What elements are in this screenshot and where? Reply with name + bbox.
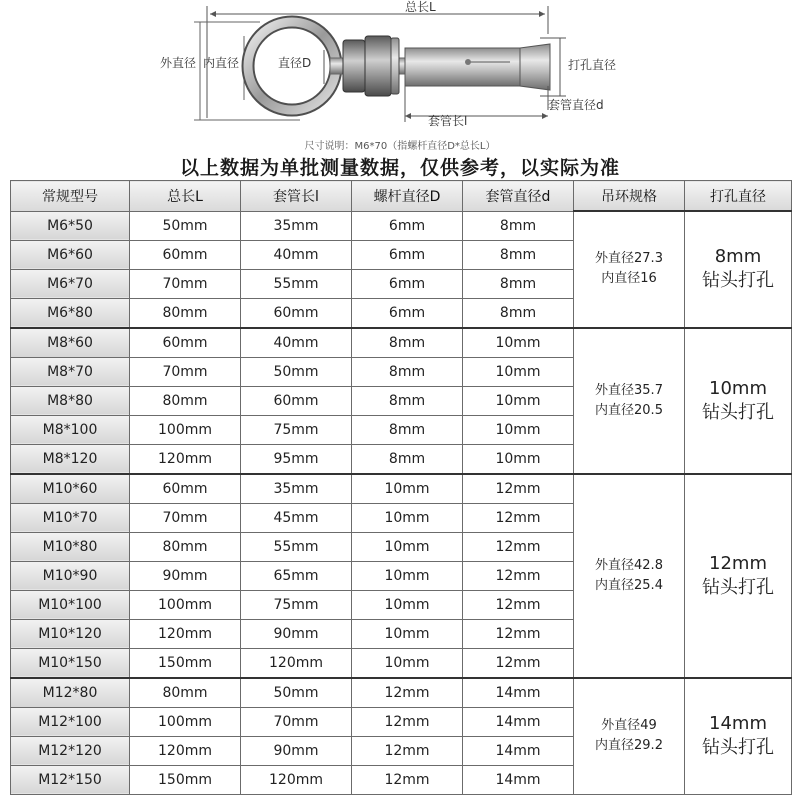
- cell-rod-diameter: 12mm: [352, 765, 463, 794]
- cell-rod-diameter: 10mm: [352, 532, 463, 561]
- cell-sleeve-length: 45mm: [241, 503, 352, 532]
- cell-rod-diameter: 8mm: [352, 415, 463, 444]
- cell-total-length: 150mm: [130, 765, 241, 794]
- cell-sleeve-length: 35mm: [241, 211, 352, 240]
- drill-diameter-cell: [685, 211, 792, 328]
- sleeve-length-label: 套管长l: [428, 114, 468, 128]
- cell-sleeve-length: 40mm: [241, 328, 352, 358]
- spec-table-body: [11, 211, 792, 794]
- cell-total-length: 50mm: [130, 211, 241, 240]
- cell-model: M8*70: [11, 357, 130, 386]
- drill-size: 10mm: [709, 377, 767, 399]
- cell-total-length: 100mm: [130, 590, 241, 619]
- cell-sleeve-diameter: 12mm: [463, 619, 574, 648]
- cell-model: M6*80: [11, 298, 130, 328]
- drill-size: 12mm: [709, 552, 767, 574]
- cell-rod-diameter: 10mm: [352, 619, 463, 648]
- ring-spec-cell: [574, 474, 685, 678]
- cell-sleeve-length: 65mm: [241, 561, 352, 590]
- inner-diameter-label: 内直径: [203, 56, 240, 70]
- cell-sleeve-diameter: 8mm: [463, 211, 574, 240]
- cell-total-length: 70mm: [130, 269, 241, 298]
- cell-model: M8*80: [11, 386, 130, 415]
- eye-bolt-drawing: [0, 0, 800, 150]
- cell-sleeve-length: 70mm: [241, 707, 352, 736]
- cell-total-length: 60mm: [130, 328, 241, 358]
- drill-method: 钻头打孔: [702, 576, 774, 598]
- cell-rod-diameter: 8mm: [352, 328, 463, 358]
- cell-sleeve-diameter: 12mm: [463, 561, 574, 590]
- cell-model: M6*50: [11, 211, 130, 240]
- cell-sleeve-diameter: 10mm: [463, 415, 574, 444]
- cell-total-length: 100mm: [130, 415, 241, 444]
- cell-model: M10*120: [11, 619, 130, 648]
- cell-total-length: 70mm: [130, 503, 241, 532]
- dimension-caption: 尺寸说明：M6*70（指螺杆直径D*总长L）: [304, 141, 496, 152]
- sleeve-diameter-label: 套管直径d: [548, 98, 604, 112]
- cell-total-length: 150mm: [130, 648, 241, 678]
- table-row: [11, 328, 792, 358]
- cell-model: M6*60: [11, 240, 130, 269]
- nut-assembly: [343, 36, 399, 96]
- cell-sleeve-diameter: 8mm: [463, 240, 574, 269]
- cell-rod-diameter: 12mm: [352, 707, 463, 736]
- cell-sleeve-length: 120mm: [241, 648, 352, 678]
- ring-outer-diameter: 外直径49: [601, 718, 657, 733]
- drill-size: 8mm: [714, 246, 762, 268]
- ring-inner-diameter: 内直径20.5: [595, 402, 663, 418]
- disclaimer-headline: 以上数据为单批测量数据，仅供参考，以实际为准: [179, 157, 620, 179]
- col-header-rod-diameter: 螺杆直径D: [352, 181, 463, 212]
- col-header-sleeve-length: 套管长l: [241, 181, 352, 212]
- col-header-total-length: 总长L: [130, 181, 241, 212]
- cell-rod-diameter: 8mm: [352, 386, 463, 415]
- cell-sleeve-length: 75mm: [241, 590, 352, 619]
- cell-model: M8*120: [11, 444, 130, 474]
- drill-method: 钻头打孔: [702, 270, 774, 292]
- cell-rod-diameter: 6mm: [352, 211, 463, 240]
- table-row: [11, 474, 792, 504]
- cell-total-length: 80mm: [130, 386, 241, 415]
- drill-size: 14mm: [709, 713, 767, 734]
- cell-rod-diameter: 8mm: [352, 444, 463, 474]
- cell-sleeve-length: 50mm: [241, 678, 352, 708]
- cell-sleeve-length: 90mm: [241, 619, 352, 648]
- ring-outer-diameter: 外直径35.7: [595, 382, 663, 398]
- cell-sleeve-diameter: 10mm: [463, 444, 574, 474]
- col-header-ring-spec: 吊环规格: [574, 181, 685, 212]
- ring-inner-diameter: 内直径29.2: [595, 738, 663, 753]
- cell-model: M10*80: [11, 532, 130, 561]
- cell-sleeve-length: 75mm: [241, 415, 352, 444]
- cell-rod-diameter: 8mm: [352, 357, 463, 386]
- drill-diameter-cell: [685, 678, 792, 795]
- cell-rod-diameter: 10mm: [352, 590, 463, 619]
- cell-total-length: 80mm: [130, 532, 241, 561]
- cell-sleeve-diameter: 10mm: [463, 357, 574, 386]
- cell-rod-diameter: 12mm: [352, 736, 463, 765]
- cell-sleeve-diameter: 12mm: [463, 648, 574, 678]
- cell-model: M8*60: [11, 328, 130, 358]
- cell-sleeve-length: 60mm: [241, 298, 352, 328]
- cell-sleeve-diameter: 14mm: [463, 765, 574, 794]
- cell-total-length: 90mm: [130, 561, 241, 590]
- cell-sleeve-diameter: 10mm: [463, 328, 574, 358]
- cell-sleeve-diameter: 10mm: [463, 386, 574, 415]
- ring-spec-cell: [574, 328, 685, 474]
- eye-bolt-diagram: [0, 0, 800, 150]
- cell-model: M6*70: [11, 269, 130, 298]
- expansion-sleeve: [405, 44, 550, 90]
- drill-method: 钻头打孔: [702, 737, 774, 758]
- cell-sleeve-diameter: 12mm: [463, 590, 574, 619]
- cell-rod-diameter: 12mm: [352, 678, 463, 708]
- cell-sleeve-diameter: 14mm: [463, 736, 574, 765]
- cell-model: M10*90: [11, 561, 130, 590]
- cell-model: M10*70: [11, 503, 130, 532]
- cell-rod-diameter: 6mm: [352, 240, 463, 269]
- ring-outer-diameter: 外直径27.3: [595, 251, 663, 267]
- cell-rod-diameter: 10mm: [352, 648, 463, 678]
- cell-sleeve-length: 55mm: [241, 269, 352, 298]
- cell-sleeve-length: 60mm: [241, 386, 352, 415]
- cell-sleeve-length: 120mm: [241, 765, 352, 794]
- rod-diameter-label: 直径D: [278, 56, 312, 70]
- cell-total-length: 120mm: [130, 619, 241, 648]
- drill-method: 钻头打孔: [702, 401, 774, 423]
- cell-total-length: 70mm: [130, 357, 241, 386]
- col-header-drill-diameter: 打孔直径: [685, 181, 792, 212]
- ring-inner-diameter: 内直径16: [601, 271, 657, 287]
- cell-total-length: 120mm: [130, 736, 241, 765]
- cell-total-length: 80mm: [130, 678, 241, 708]
- cell-rod-diameter: 10mm: [352, 561, 463, 590]
- cell-rod-diameter: 6mm: [352, 269, 463, 298]
- cell-model: M12*80: [11, 678, 130, 708]
- table-row: [11, 211, 792, 240]
- cell-total-length: 60mm: [130, 240, 241, 269]
- cell-model: M10*150: [11, 648, 130, 678]
- cell-model: M8*100: [11, 415, 130, 444]
- cell-sleeve-diameter: 8mm: [463, 298, 574, 328]
- cell-rod-diameter: 6mm: [352, 298, 463, 328]
- cell-total-length: 100mm: [130, 707, 241, 736]
- cell-sleeve-diameter: 14mm: [463, 678, 574, 708]
- drill-diameter-cell: [685, 328, 792, 474]
- ring-spec-cell: [574, 678, 685, 795]
- col-header-model: 常规型号: [11, 181, 130, 212]
- cell-sleeve-length: 55mm: [241, 532, 352, 561]
- cell-sleeve-length: 90mm: [241, 736, 352, 765]
- table-header-row: [11, 181, 792, 212]
- spec-table: [10, 180, 792, 795]
- cell-model: M12*150: [11, 765, 130, 794]
- cell-sleeve-diameter: 12mm: [463, 503, 574, 532]
- ring-outer-diameter: 外直径42.8: [595, 557, 663, 573]
- cell-sleeve-length: 35mm: [241, 474, 352, 504]
- cell-sleeve-diameter: 12mm: [463, 474, 574, 504]
- ring-spec-cell: [574, 211, 685, 328]
- cell-total-length: 80mm: [130, 298, 241, 328]
- cell-model: M10*100: [11, 590, 130, 619]
- cell-rod-diameter: 10mm: [352, 503, 463, 532]
- total-length-label: 总长L: [405, 0, 436, 14]
- outer-diameter-label: 外直径: [160, 56, 197, 70]
- table-row: [11, 678, 792, 708]
- col-header-sleeve-diameter: 套管直径d: [463, 181, 574, 212]
- cell-sleeve-diameter: 12mm: [463, 532, 574, 561]
- cell-sleeve-diameter: 14mm: [463, 707, 574, 736]
- cell-sleeve-diameter: 8mm: [463, 269, 574, 298]
- drill-hole-label: 打孔直径: [568, 58, 617, 72]
- cell-rod-diameter: 10mm: [352, 474, 463, 504]
- cell-sleeve-length: 40mm: [241, 240, 352, 269]
- cell-sleeve-length: 50mm: [241, 357, 352, 386]
- ring-inner-diameter: 内直径25.4: [595, 577, 663, 593]
- cell-sleeve-length: 95mm: [241, 444, 352, 474]
- cell-total-length: 120mm: [130, 444, 241, 474]
- cell-total-length: 60mm: [130, 474, 241, 504]
- cell-model: M12*100: [11, 707, 130, 736]
- cell-model: M10*60: [11, 474, 130, 504]
- drill-diameter-cell: [685, 474, 792, 678]
- cell-model: M12*120: [11, 736, 130, 765]
